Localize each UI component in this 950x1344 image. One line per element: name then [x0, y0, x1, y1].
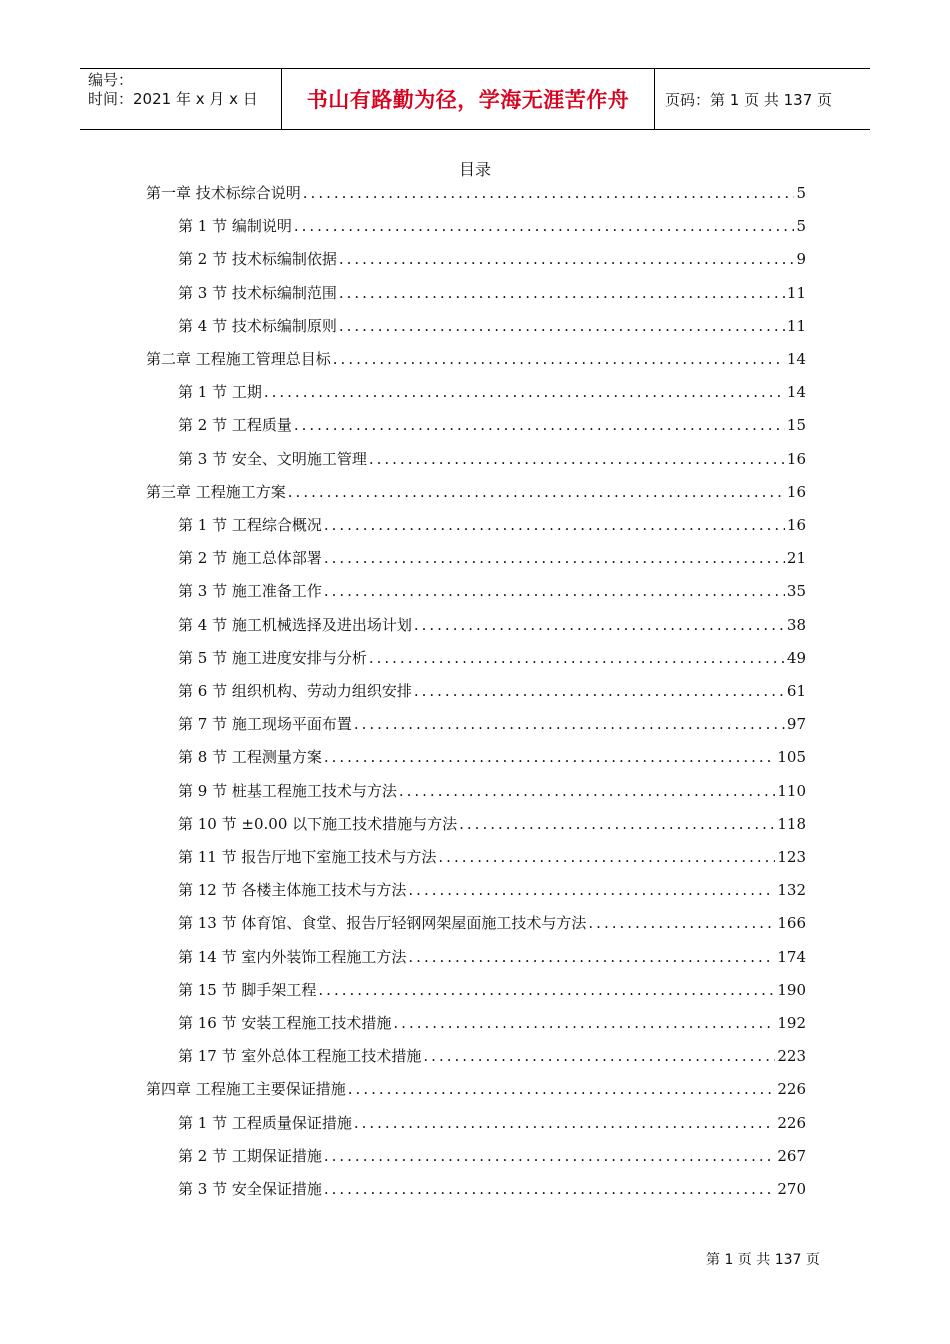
- toc-leader-dots: [369, 647, 785, 669]
- toc-entry[interactable]: [178, 580, 806, 602]
- toc-entry[interactable]: [178, 979, 806, 1001]
- toc-entry-label: 第 3 节 安全保证措施: [178, 1180, 322, 1198]
- toc-entry-label: 第 1 节 工程综合概况: [178, 516, 322, 534]
- toc-leader-dots: [294, 215, 795, 237]
- toc-entry[interactable]: [146, 481, 806, 503]
- toc-leader-dots: [324, 547, 785, 569]
- toc-entry-page: 11: [786, 284, 806, 302]
- toc-entry-page: 61: [786, 682, 806, 700]
- toc-leader-dots: [438, 846, 775, 868]
- toc-entry[interactable]: [178, 1178, 806, 1200]
- toc-leader-dots: [333, 348, 785, 370]
- page-footer: 第 1 页 共 137 页: [706, 1252, 820, 1268]
- toc-entry-label: 第 3 节 技术标编制范围: [178, 284, 337, 302]
- toc-entry[interactable]: [146, 182, 806, 204]
- toc-entry-label: 第 5 节 施工进度安排与分析: [178, 649, 367, 667]
- toc-entry-label: 第 4 节 施工机械选择及进出场计划: [178, 616, 412, 634]
- toc-entry-label: 第四章 工程施工主要保证措施: [146, 1080, 346, 1098]
- toc-leader-dots: [414, 680, 785, 702]
- document-header: [80, 68, 870, 130]
- toc-entry-page: 49: [786, 649, 806, 667]
- toc-entry-page: 132: [777, 881, 806, 899]
- toc-entry[interactable]: [178, 282, 806, 304]
- toc-entry[interactable]: [178, 381, 806, 403]
- toc-entry[interactable]: [178, 879, 806, 901]
- toc-entry-page: 123: [777, 848, 806, 866]
- toc-entry-label: 第一章 技术标综合说明: [146, 184, 301, 202]
- toc-entry-label: 第 14 节 室内外装饰工程施工方法: [178, 948, 407, 966]
- toc-leader-dots: [324, 514, 785, 536]
- toc-entry-page: 16: [786, 516, 806, 534]
- toc-entry-label: 第 2 节 技术标编制依据: [178, 250, 337, 268]
- toc-leader-dots: [318, 979, 775, 1001]
- toc-entry-page: 223: [777, 1047, 806, 1065]
- toc-entry-page: 11: [786, 317, 806, 335]
- toc-leader-dots: [294, 414, 785, 436]
- toc-entry-page: 16: [786, 450, 806, 468]
- toc-title: 目录: [458, 160, 491, 179]
- toc-leader-dots: [324, 746, 776, 768]
- toc-entry[interactable]: [178, 1112, 806, 1134]
- toc-entry[interactable]: [178, 414, 806, 436]
- toc-leader-dots: [324, 1178, 776, 1200]
- toc-entry[interactable]: [146, 348, 806, 370]
- toc-entry-label: 第 15 节 脚手架工程: [178, 981, 317, 999]
- toc-leader-dots: [303, 182, 795, 204]
- toc-entry-label: 第 1 节 编制说明: [178, 217, 292, 235]
- toc-entry-page: 21: [786, 549, 806, 567]
- toc-entry-page: 38: [786, 616, 806, 634]
- toc-entry-label: 第 2 节 工程质量: [178, 416, 292, 434]
- toc-entry[interactable]: [178, 215, 806, 237]
- toc-entry-page: 166: [777, 914, 806, 932]
- toc-entry-page: 35: [786, 582, 806, 600]
- toc-leader-dots: [324, 580, 785, 602]
- header-motto: 书山有路勤为径，学海无涯苦作舟: [282, 69, 655, 129]
- toc-entry-label: 第 1 节 工程质量保证措施: [178, 1114, 352, 1132]
- toc-leader-dots: [369, 448, 785, 470]
- toc-entry-label: 第 10 节 ±0.00 以下施工技术措施与方法: [178, 815, 458, 833]
- toc-entry[interactable]: [178, 1145, 806, 1167]
- toc-entry[interactable]: [178, 514, 806, 536]
- toc-entry[interactable]: [178, 547, 806, 569]
- toc-entry-label: 第 12 节 各楼主体施工技术与方法: [178, 881, 407, 899]
- toc-entry-label: 第 1 节 工期: [178, 383, 262, 401]
- toc-entry-page: 118: [777, 815, 806, 833]
- toc-entry-label: 第 3 节 施工准备工作: [178, 582, 322, 600]
- toc-entry-page: 14: [786, 350, 806, 368]
- toc-entry-label: 第 9 节 桩基工程施工技术与方法: [178, 782, 397, 800]
- toc-leader-dots: [354, 713, 785, 735]
- toc-entry[interactable]: [178, 315, 806, 337]
- toc-entry-page: 174: [777, 948, 806, 966]
- toc-entry-label: 第 2 节 施工总体部署: [178, 549, 322, 567]
- toc-entry-page: 270: [777, 1180, 806, 1198]
- toc-entry[interactable]: [178, 1045, 806, 1067]
- time-label: 时间：2021 年 x 月 x 日: [88, 90, 258, 108]
- toc-entry-page: 16: [786, 483, 806, 501]
- toc-entry[interactable]: [178, 813, 806, 835]
- toc-leader-dots: [423, 1045, 775, 1067]
- toc-entry-label: 第 4 节 技术标编制原则: [178, 317, 337, 335]
- toc-leader-dots: [324, 1145, 776, 1167]
- toc-leader-dots: [588, 912, 775, 934]
- toc-entry-page: 192: [777, 1014, 806, 1032]
- toc-entry-label: 第 2 节 工期保证措施: [178, 1147, 322, 1165]
- toc-leader-dots: [399, 780, 776, 802]
- toc-entry-page: 267: [777, 1147, 806, 1165]
- toc-entry[interactable]: [178, 780, 806, 802]
- toc-entry-page: 15: [786, 416, 806, 434]
- toc-leader-dots: [408, 946, 775, 968]
- toc-entry[interactable]: [178, 746, 806, 768]
- header-page-info: 页码：第 1 页 共 137 页: [665, 90, 833, 109]
- toc-entry-page: 110: [777, 782, 806, 800]
- toc-entry[interactable]: [178, 1012, 806, 1034]
- toc-entry-page: 14: [786, 383, 806, 401]
- toc-entry-page: 105: [777, 748, 806, 766]
- toc-entry[interactable]: [178, 946, 806, 968]
- toc-entry-label: 第 6 节 组织机构、劳动力组织安排: [178, 682, 412, 700]
- toc-entry-page: 226: [777, 1114, 806, 1132]
- toc-entry[interactable]: [178, 448, 806, 470]
- toc-entry-label: 第 3 节 安全、文明施工管理: [178, 450, 367, 468]
- toc-leader-dots: [288, 481, 785, 503]
- toc-entry[interactable]: [178, 912, 806, 934]
- toc-entry[interactable]: [178, 647, 806, 669]
- toc-entry[interactable]: [178, 680, 806, 702]
- toc-entry-page: 5: [796, 217, 806, 235]
- toc-entry-page: 226: [777, 1080, 806, 1098]
- toc-leader-dots: [264, 381, 785, 403]
- toc-leader-dots: [408, 879, 775, 901]
- toc-entry[interactable]: [146, 1078, 806, 1100]
- toc-entry-label: 第 7 节 施工现场平面布置: [178, 715, 352, 733]
- toc-entry-label: 第三章 工程施工方案: [146, 483, 286, 501]
- toc-entry-page: 190: [777, 981, 806, 999]
- toc-leader-dots: [414, 614, 785, 636]
- toc-entry-label: 第 11 节 报告厅地下室施工技术与方法: [178, 848, 437, 866]
- toc-entry-label: 第二章 工程施工管理总目标: [146, 350, 331, 368]
- number-label: 编号：: [88, 71, 134, 89]
- toc-leader-dots: [339, 248, 795, 270]
- toc-entry[interactable]: [178, 846, 806, 868]
- toc-entry[interactable]: [178, 713, 806, 735]
- toc-entry-label: 第 13 节 体育馆、食堂、报告厅轻钢网架屋面施工技术与方法: [178, 914, 587, 932]
- toc-leader-dots: [339, 315, 785, 337]
- toc-entry-page: 97: [786, 715, 806, 733]
- toc-entry-label: 第 16 节 安装工程施工技术措施: [178, 1014, 392, 1032]
- header-meta: [80, 69, 282, 129]
- toc-leader-dots: [348, 1078, 776, 1100]
- toc-entry[interactable]: [178, 614, 806, 636]
- toc-entry-label: 第 8 节 工程测量方案: [178, 748, 322, 766]
- toc-entry-label: 第 17 节 室外总体工程施工技术措施: [178, 1047, 422, 1065]
- toc-entry[interactable]: [178, 248, 806, 270]
- toc-leader-dots: [393, 1012, 775, 1034]
- toc-entry-page: 9: [796, 250, 806, 268]
- toc-leader-dots: [339, 282, 785, 304]
- toc-leader-dots: [354, 1112, 776, 1134]
- toc-leader-dots: [459, 813, 775, 835]
- toc-entry-page: 5: [796, 184, 806, 202]
